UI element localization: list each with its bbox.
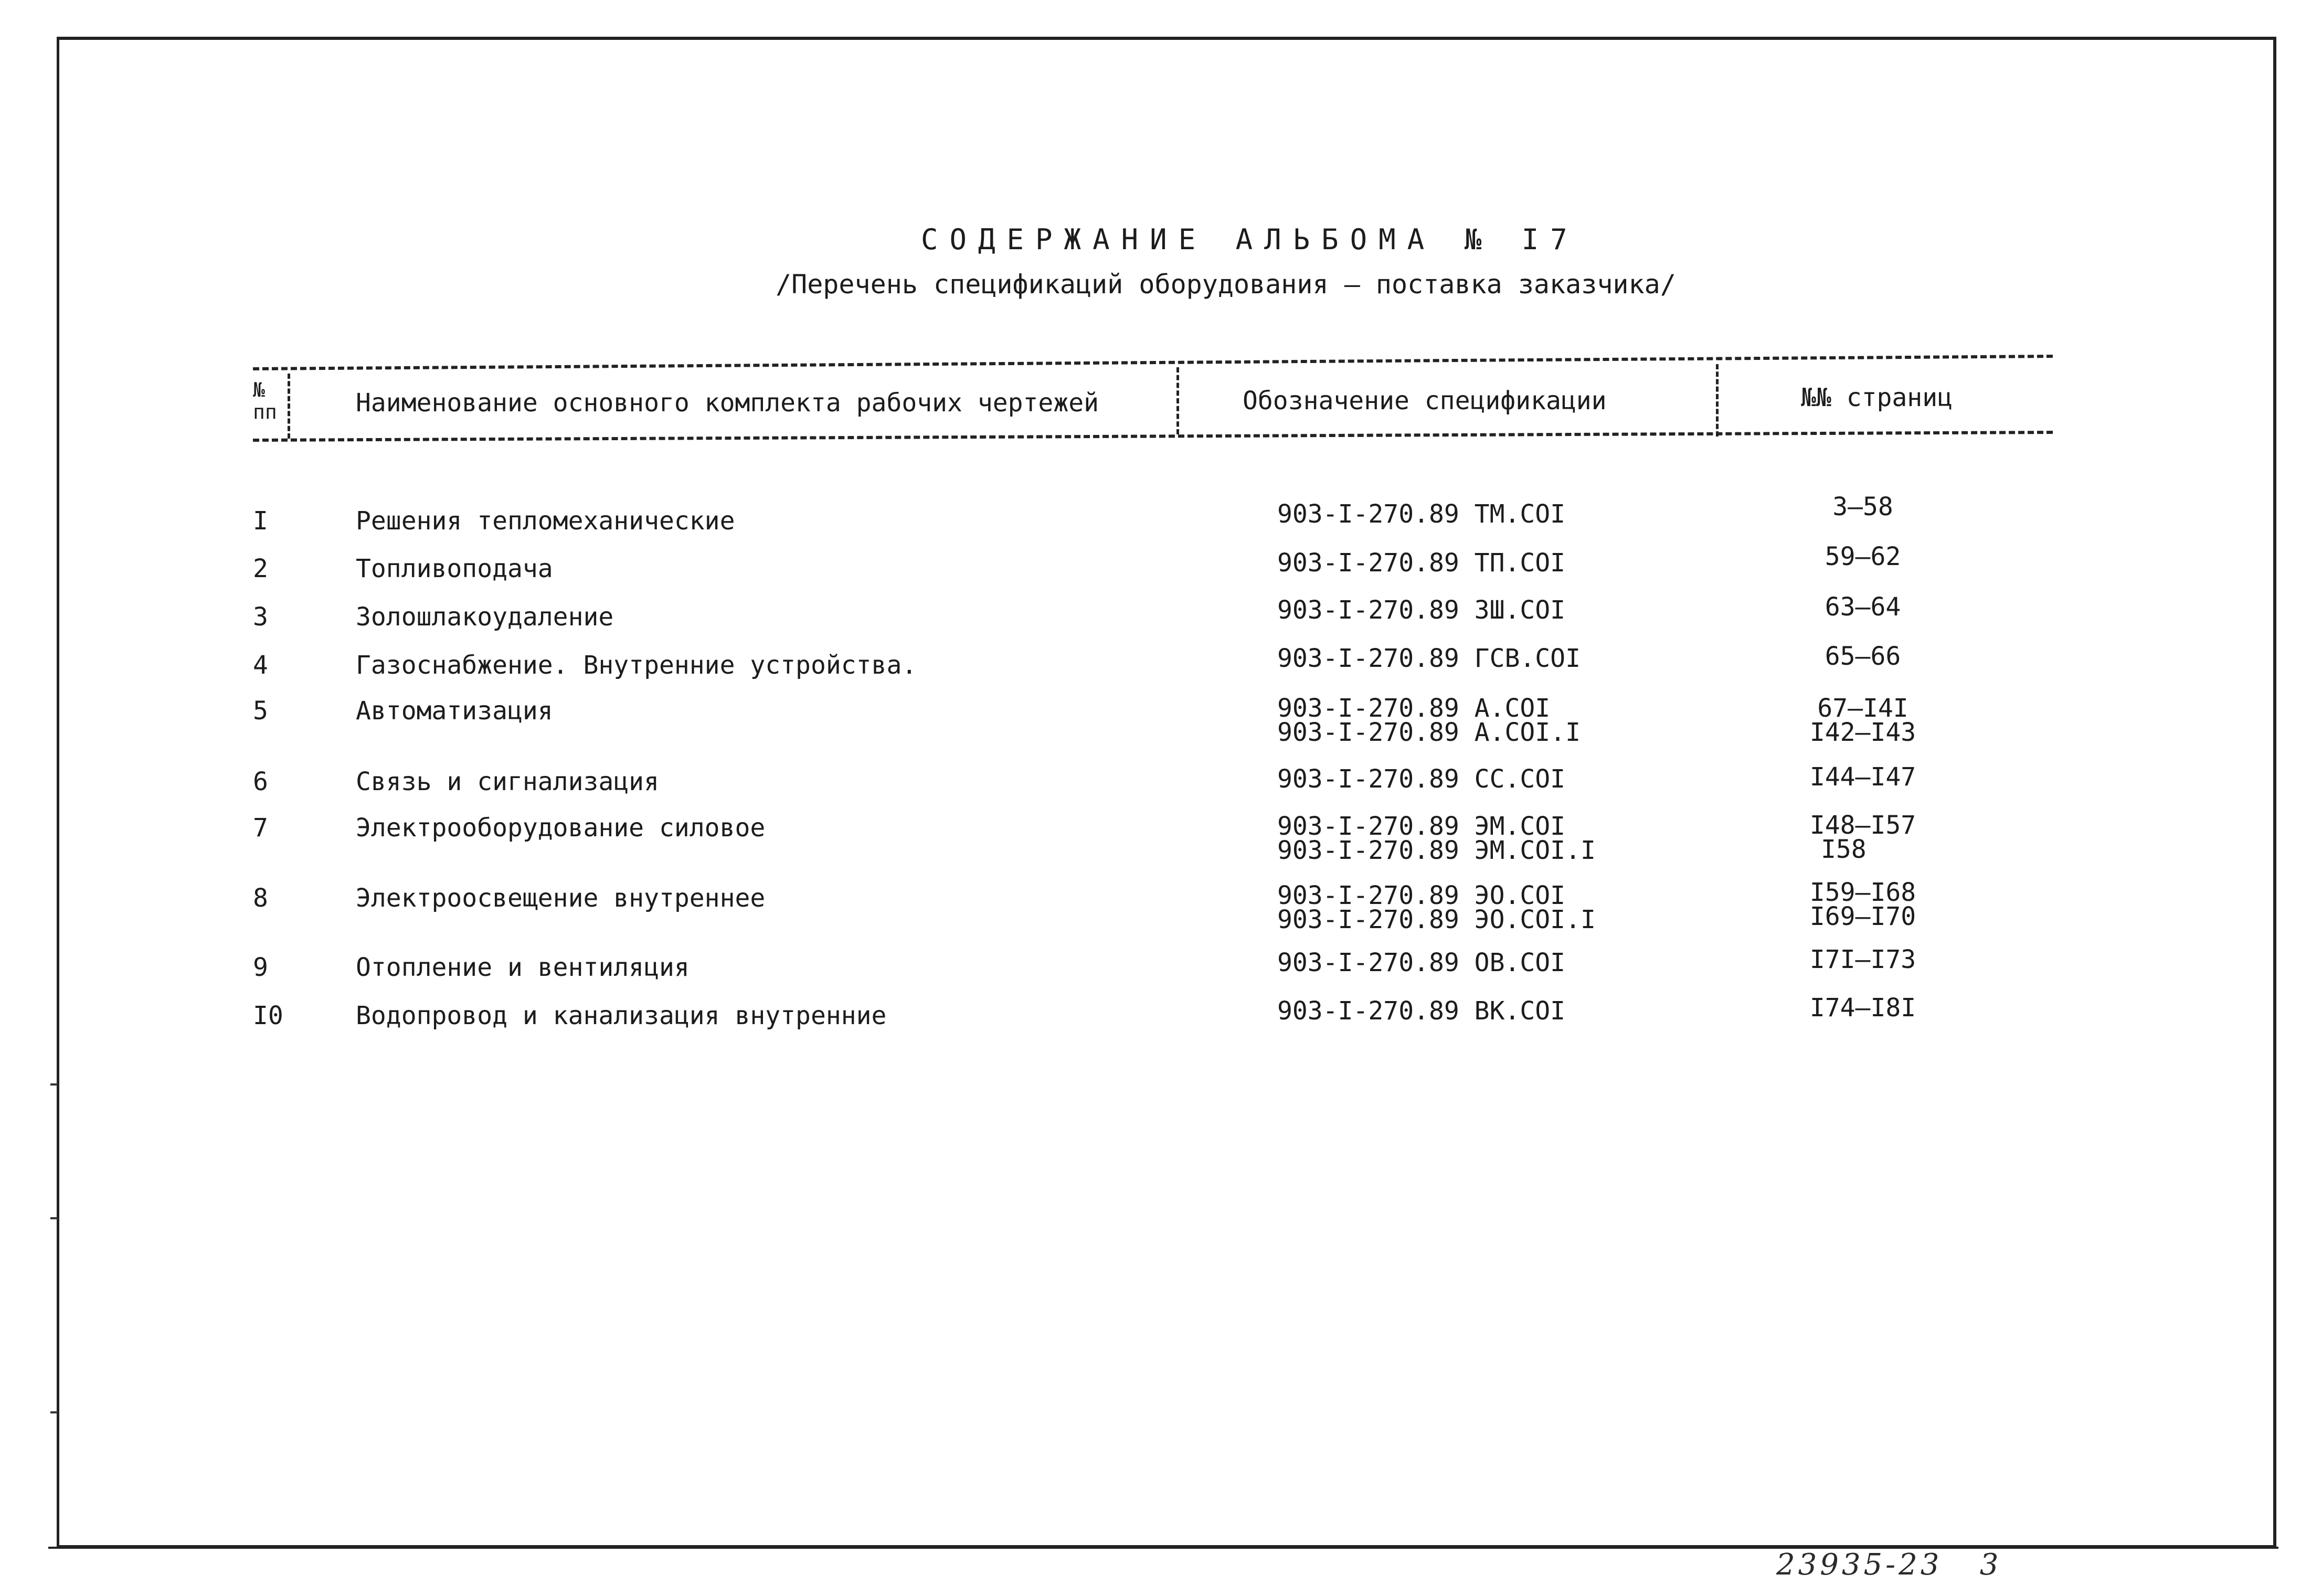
row-number: 6 bbox=[253, 767, 268, 796]
row-pages-line: I59–I68 bbox=[1809, 878, 1916, 907]
row-code bbox=[1277, 595, 1566, 625]
row-number: 8 bbox=[253, 884, 268, 913]
row-pages-line: I48–I57 bbox=[1809, 811, 1916, 840]
row-code-line: 903-I-270.89 ЭМ.СОI.I bbox=[1277, 836, 1596, 865]
row-number: I bbox=[253, 506, 268, 536]
row-number: I0 bbox=[253, 1001, 283, 1030]
row-number: 4 bbox=[253, 651, 268, 680]
row-pages-line: I58 bbox=[1821, 835, 1867, 864]
row-pages-line: 3–58 bbox=[1832, 492, 1893, 522]
row-code-line: 903-I-270.89 СС.СОI bbox=[1277, 764, 1566, 794]
header-name: Наименование основного комплекта рабочих чертежей bbox=[356, 388, 1099, 418]
row-code bbox=[1277, 694, 1581, 747]
row-pages bbox=[1800, 762, 1926, 792]
header-number-line2: пп bbox=[253, 400, 277, 423]
row-pages-line: I42–I43 bbox=[1809, 718, 1916, 747]
row-pages-line: I7I–I73 bbox=[1809, 945, 1916, 974]
row-pages-line: I69–I70 bbox=[1809, 902, 1916, 931]
row-code bbox=[1277, 499, 1566, 529]
row-pages bbox=[1800, 592, 1926, 622]
row-code-line: 903-I-270.89 ОВ.СОI bbox=[1277, 948, 1566, 977]
row-code-line: 903-I-270.89 ТМ.СОI bbox=[1277, 499, 1566, 529]
row-code-line: 903-I-270.89 ЭО.СОI.I bbox=[1277, 905, 1596, 934]
row-pages-line: I44–I47 bbox=[1809, 762, 1916, 792]
row-name: Автоматизация bbox=[356, 696, 553, 726]
row-code bbox=[1277, 881, 1596, 934]
row-code-line: 903-I-270.89 А.СОI.I bbox=[1277, 718, 1581, 747]
row-code-line: 903-I-270.89 ТП.СОI bbox=[1277, 548, 1566, 578]
row-name: Связь и сигнализация bbox=[356, 767, 659, 796]
row-pages-line: I74–I8I bbox=[1809, 993, 1916, 1023]
row-pages bbox=[1800, 694, 1926, 747]
row-code-line: 903-I-270.89 ГСВ.СОI bbox=[1277, 644, 1581, 673]
row-name: Золошлакоудаление bbox=[356, 602, 614, 632]
row-pages-line: 65–66 bbox=[1825, 642, 1901, 671]
row-name: Водопровод и канализация внутренние bbox=[356, 1001, 887, 1030]
header-pages: №№ страниц bbox=[1801, 383, 1953, 412]
header-divider bbox=[1716, 364, 1719, 437]
footer-stamp bbox=[1776, 1548, 2001, 1582]
row-pages bbox=[1800, 542, 1926, 571]
row-number: 3 bbox=[253, 602, 268, 632]
row-code-line: 903-I-270.89 ЗШ.СОI bbox=[1277, 595, 1566, 625]
row-pages bbox=[1800, 642, 1926, 671]
row-name: Электрооборудование силовое bbox=[356, 813, 766, 843]
sheet-number: 3 bbox=[1979, 1548, 2002, 1582]
row-code bbox=[1277, 764, 1566, 794]
row-code bbox=[1277, 548, 1566, 578]
inventory-number: 23935-23 bbox=[1776, 1548, 1943, 1582]
row-pages bbox=[1800, 811, 1926, 864]
header-divider bbox=[1176, 367, 1179, 434]
row-code-line: 903-I-270.89 ВК.СОI bbox=[1277, 996, 1566, 1026]
margin-tick bbox=[50, 1217, 58, 1219]
album-title: СОДЕРЖАНИЕ АЛЬБОМА № I7 bbox=[921, 223, 1579, 256]
row-pages bbox=[1800, 945, 1926, 974]
row-pages-line: 67–I4I bbox=[1817, 694, 1909, 723]
row-name: Топливоподача bbox=[356, 554, 553, 583]
row-number: 9 bbox=[253, 953, 268, 982]
row-pages bbox=[1800, 993, 1926, 1023]
row-code bbox=[1277, 948, 1566, 977]
header-number-line1: № bbox=[253, 378, 265, 401]
album-subtitle: /Перечень спецификаций оборудования – поставка заказчика/ bbox=[776, 269, 1676, 300]
row-code-line: 903-I-270.89 ЭМ.СОI bbox=[1277, 812, 1566, 841]
row-name: Газоснабжение. Внутренние устройства. bbox=[356, 651, 917, 680]
row-code-line: 903-I-270.89 А.СОI bbox=[1277, 694, 1551, 723]
row-pages-line: 63–64 bbox=[1825, 592, 1901, 622]
row-code bbox=[1277, 996, 1566, 1026]
row-number: 5 bbox=[253, 696, 268, 726]
row-pages-line: 59–62 bbox=[1825, 542, 1901, 571]
margin-tick bbox=[50, 1083, 58, 1086]
row-pages bbox=[1800, 492, 1926, 522]
header-number bbox=[253, 379, 277, 423]
row-code-line: 903-I-270.89 ЭО.СОI bbox=[1277, 881, 1566, 910]
row-code bbox=[1277, 814, 1596, 863]
row-number: 7 bbox=[253, 813, 268, 843]
row-code bbox=[1277, 646, 1581, 671]
row-name: Решения тепломеханические bbox=[356, 506, 735, 536]
row-pages bbox=[1800, 880, 1926, 929]
margin-tick bbox=[50, 1411, 58, 1413]
header-code: Обозначение спецификации bbox=[1243, 386, 1607, 416]
row-name: Отопление и вентиляция bbox=[356, 953, 690, 982]
row-name: Электроосвещение внутреннее bbox=[356, 884, 766, 913]
row-number: 2 bbox=[253, 554, 268, 583]
header-divider bbox=[288, 374, 290, 439]
